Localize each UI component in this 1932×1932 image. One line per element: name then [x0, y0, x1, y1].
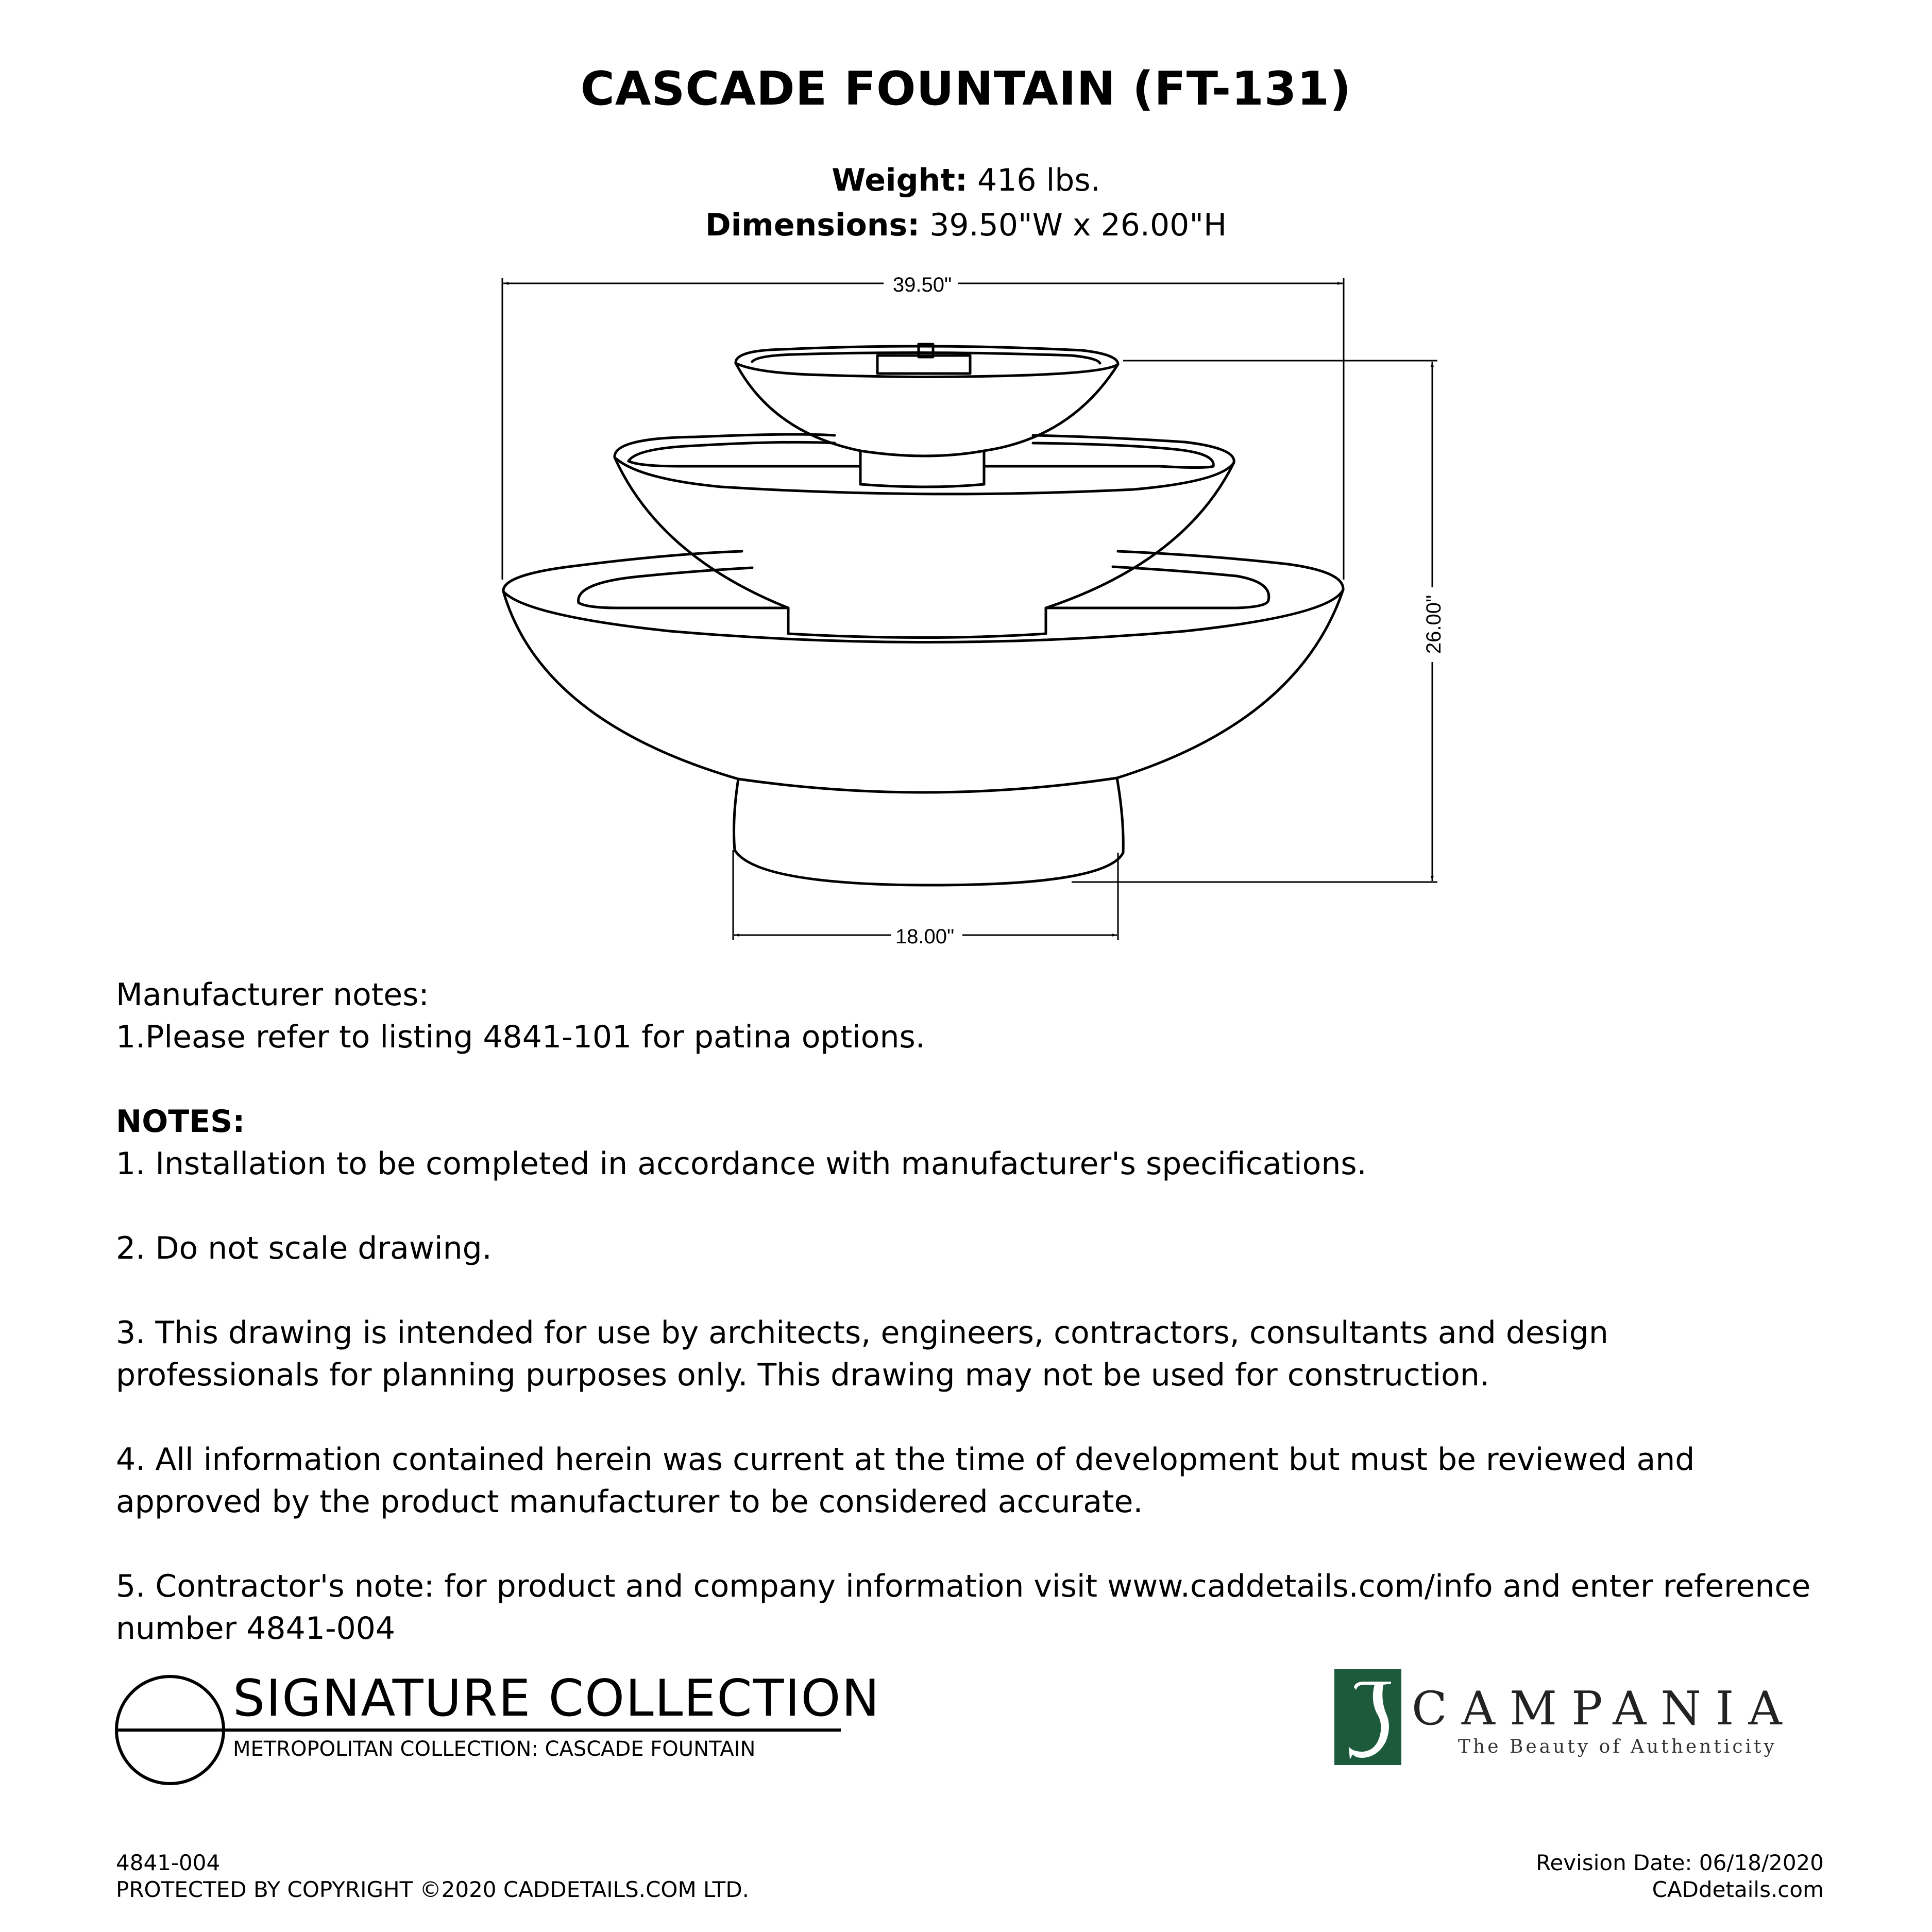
- height-dimension-label: 26.00": [1422, 595, 1445, 654]
- weight-value: 416 lbs.: [977, 162, 1100, 198]
- copyright-text: PROTECTED BY COPYRIGHT ©2020 CADDETAILS.COM LTD.: [116, 1877, 750, 1902]
- revision-date: Revision Date: 06/18/2020: [1536, 1850, 1824, 1875]
- reference-number: 4841-004: [116, 1850, 221, 1875]
- top-bowl-rim-front: [736, 363, 1118, 377]
- pedestal-top-edge: [738, 778, 1117, 792]
- general-notes: [116, 1100, 1816, 1650]
- width-dimension-label: 39.50": [892, 274, 952, 296]
- pedestal-shape: [734, 778, 1124, 885]
- dimensions-label: Dimensions:: [705, 207, 920, 243]
- manufacturer-notes: [116, 974, 1816, 1058]
- middle-bowl-body: [615, 457, 788, 608]
- note-item: 5. Contractor's note: for product and company information visit www.caddetails.com/info and enter reference number 4841-004: [116, 1568, 1811, 1647]
- signature-title: SIGNATURE COLLECTION: [233, 1669, 880, 1728]
- site-name: CADdetails.com: [1652, 1877, 1824, 1902]
- base-dimension-label: 18.00": [895, 925, 955, 948]
- page-title: CASCADE FOUNTAIN (FT-131): [580, 62, 1352, 116]
- signature-subtitle: METROPOLITAN COLLECTION: CASCADE FOUNTAIN: [233, 1737, 756, 1761]
- note-item: 1. Installation to be completed in accordance with manufacturer's specifications.: [116, 1146, 1367, 1182]
- manufacturer-note-item: 1.Please refer to listing 4841-101 for patina options.: [116, 1019, 925, 1055]
- middle-bowl-outer-rim: [615, 434, 835, 457]
- weight-label: Weight:: [832, 162, 968, 198]
- footer-left: [116, 1850, 749, 1903]
- notes-heading: NOTES:: [116, 1104, 245, 1140]
- dimensions-value: 39.50"W x 26.00"H: [929, 207, 1227, 243]
- note-item: 4. All information contained herein was current at the time of development but must be reviewed and approved by the product manufacturer to be considered accurate.: [116, 1442, 1695, 1520]
- note-item: 2. Do not scale drawing.: [116, 1230, 492, 1266]
- footer-right: [1536, 1850, 1824, 1903]
- bottom-bowl-body: [503, 591, 738, 779]
- middle-bowl-inner-rim: [629, 442, 835, 461]
- manufacturer-notes-heading: Manufacturer notes:: [116, 977, 429, 1013]
- bottom-bowl-outer-edge: [503, 590, 1343, 642]
- brand-name: CAMPANIA: [1412, 1682, 1797, 1736]
- middle-bowl-rim-front: [615, 457, 1234, 494]
- bottom-bowl-inner-rim: [579, 568, 752, 603]
- note-item: 3. This drawing is intended for use by architects, engineers, contractors, consultants and design professionals for planning purposes only. This drawing may not be used for construction.: [116, 1315, 1608, 1393]
- middle-pedestal: [788, 608, 1046, 638]
- brand-tagline: The Beauty of Authenticity: [1458, 1736, 1777, 1757]
